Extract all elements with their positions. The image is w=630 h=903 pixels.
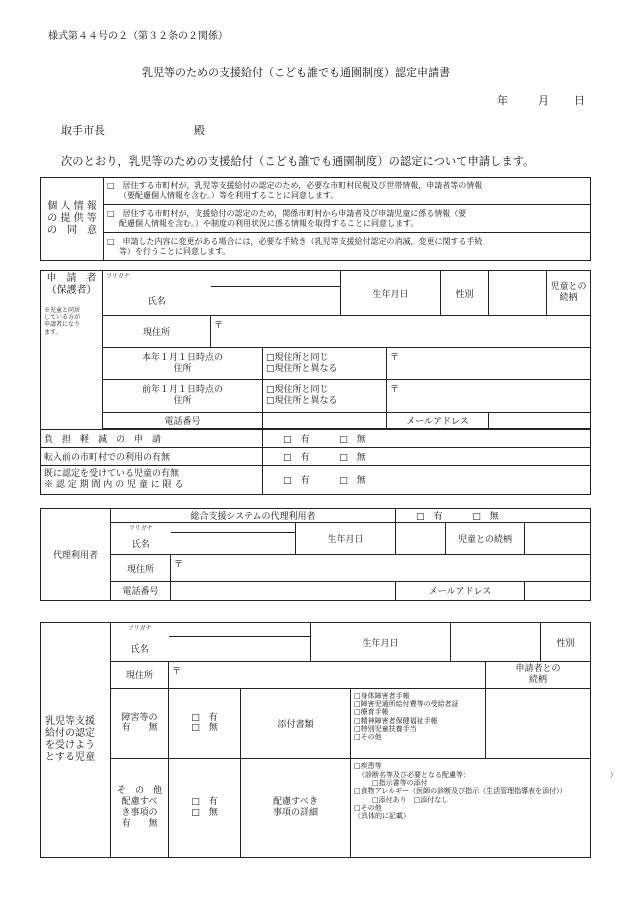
applicant-address-field[interactable]: 〒 xyxy=(211,316,591,348)
consideration-no[interactable]: □ 無 xyxy=(191,808,218,819)
page-title: 乳児等のための支援給付（こども誰でも通園制度）認定申請書 xyxy=(142,66,450,79)
attachments-label: 添付書類 xyxy=(241,688,351,759)
consideration-yes[interactable]: □ 有 xyxy=(191,797,218,808)
child-furigana-field[interactable] xyxy=(169,623,311,637)
proxy-label: 代理利用者 xyxy=(41,509,111,601)
applicant-name-field[interactable] xyxy=(211,286,341,315)
certified-yes[interactable]: □ 有 xyxy=(283,476,310,487)
disability-no[interactable]: □ 無 xyxy=(191,723,218,734)
applicant-email-field[interactable] xyxy=(489,412,591,428)
child-relation-label: 申請者との 続柄 xyxy=(486,662,591,688)
gender-label: 性別 xyxy=(441,271,489,316)
applicant-phone-field[interactable] xyxy=(263,412,387,428)
address-label: 現住所 xyxy=(103,316,211,348)
child-table xyxy=(40,622,617,858)
disability-label: 障害等の 有 無 xyxy=(111,688,169,759)
proxy-relation-field[interactable] xyxy=(525,523,591,555)
disability-options[interactable] xyxy=(169,688,241,759)
consideration-details[interactable]: □疾患等 （診断名等及び必要となる配慮等： ） □指示書等の添付 □食物アレルギー（医師の診断及び指示（生活管理指導表を添付）） □添付あり □添付なし □その他 （具体的に記載） xyxy=(351,759,591,858)
proxy-yes[interactable]: □ 有 xyxy=(416,512,443,523)
burden-yes[interactable]: □ 有 xyxy=(283,434,310,445)
date-day: 日 xyxy=(574,94,585,107)
jan1-address-options[interactable]: □現住所と同じ □現住所と異なる xyxy=(263,347,387,380)
certified-child-options[interactable] xyxy=(263,465,591,495)
applicant-gender-field[interactable] xyxy=(489,271,547,316)
child-address-field[interactable]: 〒 xyxy=(169,662,486,688)
honorific: 殿 xyxy=(194,124,205,137)
birthdate-label: 生年月日 xyxy=(341,271,441,316)
prev-municipality-label: 転入前の市町村での利用の有無 xyxy=(41,447,263,465)
date-month: 月 xyxy=(538,94,549,107)
form-number: 様式第４４号の２（第３２条の２関係） xyxy=(48,31,228,42)
proxy-name-label: 氏名 xyxy=(111,533,171,555)
date-year: 年 xyxy=(497,94,508,107)
child-name-label: 氏名 xyxy=(111,637,169,662)
certified-child-label: 既に認定を受けている児童の有無 ※ 認 定 期 間 内 の 児 童 に 限 る xyxy=(41,465,263,495)
child-furigana-label: フリガナ xyxy=(111,623,169,637)
proxy-phone-label: 電話番号 xyxy=(111,581,171,600)
prev-municipality-options[interactable] xyxy=(263,447,591,465)
applicant-table xyxy=(40,270,591,495)
prev-municipality-no[interactable]: □ 無 xyxy=(339,452,366,463)
consent-item-2[interactable]: □ 居住する市町村が，支援給付の認定のため，関係市町村から申請者及び申請児童に係る情報（要 配慮個人情報を含む。）や制度の利用状況に係る情報を取得することに同意します。 xyxy=(104,205,591,233)
proxy-email-label: メールアドレス xyxy=(396,581,525,600)
jan1-address-field[interactable]: 〒 xyxy=(387,347,591,380)
child-label: 乳児等支援 給付の認定 を受けよう とする児童 xyxy=(41,623,111,858)
prev-municipality-yes[interactable]: □ 有 xyxy=(283,452,310,463)
furigana-label: フリガナ xyxy=(103,271,211,287)
consideration-detail-label: 配慮すべき 事項の詳細 xyxy=(241,759,351,858)
intro-text: 次のとおり，乳児等のための支援給付（こども誰でも通園制度）の認定について申請します。 xyxy=(61,155,535,168)
burden-options[interactable] xyxy=(263,429,591,447)
proxy-address-field[interactable]: 〒 xyxy=(171,555,591,581)
burden-label: 負 担 軽 減 の 申 請 xyxy=(41,429,263,447)
proxy-name-field[interactable] xyxy=(171,533,296,555)
phone-label: 電話番号 xyxy=(103,412,263,428)
email-label: メールアドレス xyxy=(387,412,489,428)
applicant-label: 申 請 者 （保護者） ※児童と同居 している方が 申請者になり ます。 xyxy=(41,271,103,430)
proxy-birthdate-field[interactable] xyxy=(396,523,446,555)
other-consideration-label: そ の 他 配慮すべ き事項の 有 無 xyxy=(111,759,169,858)
proxy-table xyxy=(40,508,591,601)
consent-item-3[interactable]: □ 申請した内容に変更がある場合には，必要な手続き（乳児等支援給付認定の消滅，変更に関する手続 等）を行うことに同意します。 xyxy=(104,233,591,261)
consent-item-1[interactable]: □ 居住する市町村が，乳児等支援給付の認定のため，必要な市町村民税及び世帯情報，申請者等の情報 （要配慮個人情報を含む。）等を利用することに同意します。 xyxy=(104,178,591,205)
child-gender-label: 性別 xyxy=(541,623,591,662)
child-address-label: 現住所 xyxy=(111,662,169,688)
certified-no[interactable]: □ 無 xyxy=(339,476,366,487)
addressee: 取手市長 xyxy=(61,124,105,137)
attachments-blank xyxy=(486,688,591,759)
child-name-field[interactable] xyxy=(169,637,311,662)
prev-jan1-address-options[interactable]: □現住所と同じ □現住所と異なる xyxy=(263,380,387,413)
attachments-list[interactable]: □身体障害者手帳 □障害児通所給付費等の受給者証 □療育手帳 □精神障害者保健福祉手帳 □特別児童扶養手当 □その他 xyxy=(351,688,486,759)
proxy-furigana-label: フリガナ xyxy=(111,523,171,533)
proxy-birthdate-label: 生年月日 xyxy=(296,523,396,555)
jan1-address-label: 本年１月１日時点の 住所 xyxy=(103,347,263,380)
prev-jan1-address-field[interactable]: 〒 xyxy=(387,380,591,413)
child-birthdate-label: 生年月日 xyxy=(311,623,451,662)
proxy-email-field[interactable] xyxy=(525,581,591,600)
applicant-furigana-field[interactable] xyxy=(211,271,341,287)
consent-label: 個 人 情 報 の 提 供 等 の 同 意 xyxy=(41,178,104,261)
relation-label: 児童との 続柄 xyxy=(547,271,591,316)
proxy-address-label: 現住所 xyxy=(111,555,171,581)
proxy-system-label: 総合支援システムの代理利用者 xyxy=(111,509,396,523)
child-birthdate-field[interactable] xyxy=(451,623,541,662)
name-label: 氏名 xyxy=(103,286,211,315)
other-consideration-options[interactable] xyxy=(169,759,241,858)
proxy-furigana-field[interactable] xyxy=(171,523,296,533)
proxy-system-options[interactable] xyxy=(396,509,591,523)
proxy-relation-label: 児童との続柄 xyxy=(446,523,525,555)
proxy-phone-field[interactable] xyxy=(171,581,396,600)
burden-no[interactable]: □ 無 xyxy=(339,434,366,445)
consent-table xyxy=(40,177,591,261)
disability-yes[interactable]: □ 有 xyxy=(191,712,218,723)
prev-jan1-address-label: 前年１月１日時点の 住所 xyxy=(103,380,263,413)
proxy-no[interactable]: □ 無 xyxy=(472,512,499,523)
